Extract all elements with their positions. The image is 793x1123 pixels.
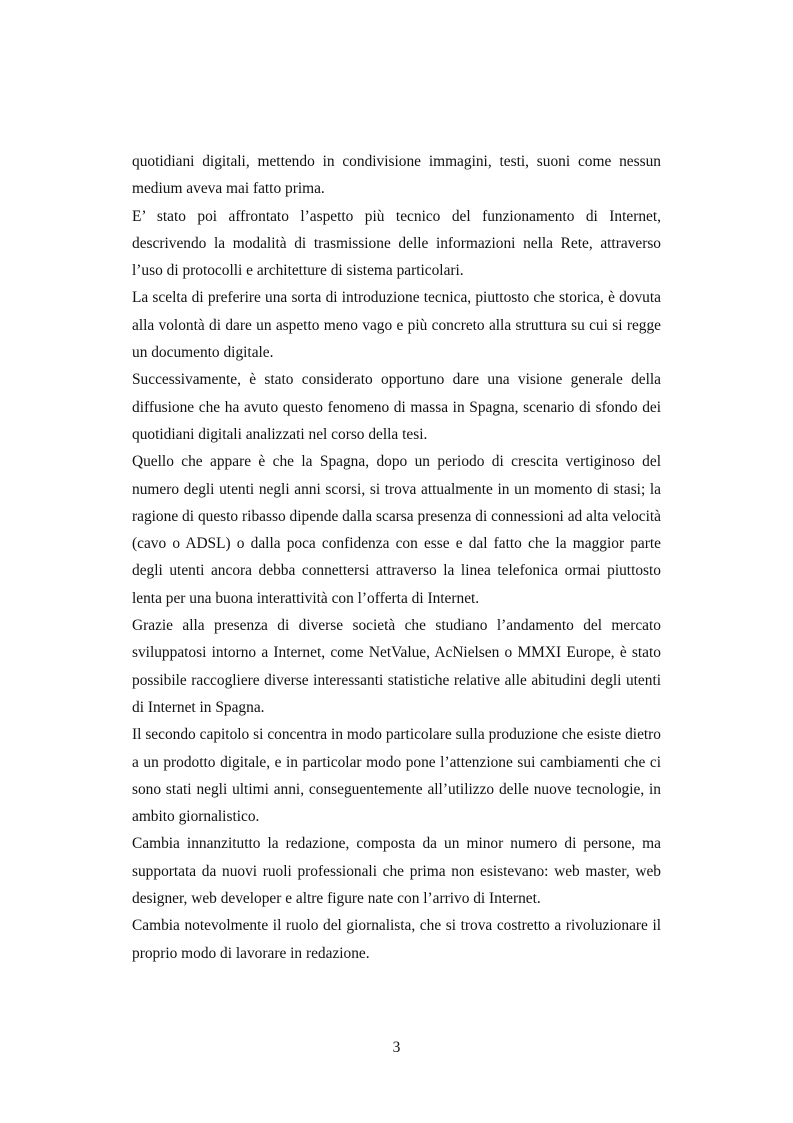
paragraph: Cambia notevolmente il ruolo del giornalista, che si trova costretto a rivoluzionare il proprio modo di lavorare in redazione.	[132, 917, 661, 962]
paragraph: Quello che appare è che la Spagna, dopo un periodo di crescita vertiginoso del numero degli utenti negli anni scorsi, si trova attualmente in un momento di stasi; la ragione di questo ribasso dipende dalla scarsa presenza di connessioni ad alta velocità (cavo o ADSL) o dalla poca confidenza con esse e dal fatto che la maggior parte degli utenti ancora debba connettersi attraverso la linea telefonica ormai piuttosto lenta per una buona interattività con l’offerta di Internet.	[132, 453, 661, 607]
body-text	[132, 148, 661, 967]
paragraph: Grazie alla presenza di diverse società che studiano l’andamento del mercato sviluppatosi intorno a Internet, come NetValue, AcNielsen o MMXI Europe, è stato possibile raccogliere diverse interessanti statistiche relative alle abitudini degli utenti di Internet in Spagna.	[132, 617, 661, 716]
paragraph: Successivamente, è stato considerato opportuno dare una visione generale della diffusione che ha avuto questo fenomeno di massa in Spagna, scenario di sfondo dei quotidiani digitali analizzati nel corso della tesi.	[132, 371, 661, 443]
paragraph: La scelta di preferire una sorta di introduzione tecnica, piuttosto che storica, è dovuta alla volontà di dare un aspetto meno vago e più concreto alla struttura su cui si regge un documento digitale.	[132, 289, 661, 362]
page-number: 3	[392, 1039, 401, 1056]
paragraph: Cambia innanzitutto la redazione, composta da un minor numero di persone, ma supportata da nuovi ruoli professionali che prima non esistevano: web master, web designer, web developer e altre figure nate con l’arrivo di Internet.	[132, 835, 661, 908]
paragraph: E’ stato poi affrontato l’aspetto più tecnico del funzionamento di Internet, descrivendo la modalità di trasmissione delle informazioni nella Rete, attraverso l’uso di protocolli e architetture di sistema particolari.	[132, 207, 661, 280]
paragraph: quotidiani digitali, mettendo in condivisione immagini, testi, suoni come nessun medium aveva mai fatto prima.	[132, 153, 661, 198]
paragraph: Il secondo capitolo si concentra in modo particolare sulla produzione che esiste dietro a un prodotto digitale, e in particolar modo pone l’attenzione sui cambiamenti che ci sono stati negli ultimi anni, conseguentemente all’utilizzo delle nuove tecnologie, in ambito giornalistico.	[132, 726, 661, 826]
